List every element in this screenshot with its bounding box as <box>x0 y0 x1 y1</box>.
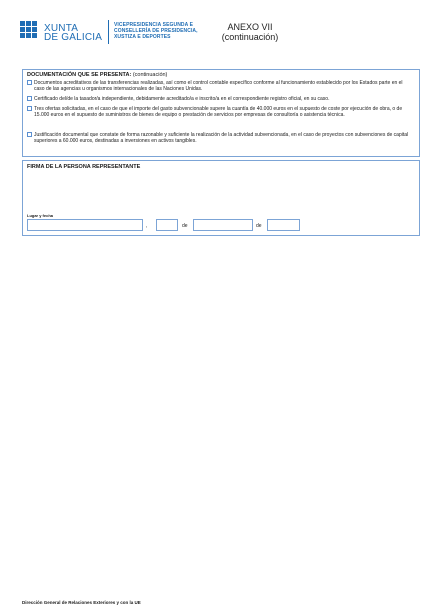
doc-item-appraiser <box>27 96 413 102</box>
doc-item-text: Certificado del/de la tasador/a independiente, debidamente acreditado/a e inscrito/a en el correspondiente registro oficial, en su caso. <box>34 96 330 102</box>
place-date-label: Lugar y fecha <box>27 213 54 218</box>
annex-heading <box>216 22 284 42</box>
logo-line-2: DE GALICIA <box>44 32 103 43</box>
doc-item-text: Justificación documental que constate de forma razonable y suficiente la realización de la actividad subvencionada, en el caso de proyectos con subvenciones de capital superiores a 60.000 euros, destinadas a inversiones en activos tangibles. <box>34 132 409 144</box>
documentation-title-text: DOCUMENTACIÓN QUE SE PRESENTA: <box>27 72 132 78</box>
signature-section <box>22 160 420 236</box>
doc-item-justification <box>27 132 413 144</box>
de-separator-1: de <box>182 223 188 229</box>
comma-separator: , <box>146 223 148 229</box>
xunta-emblem-icon <box>20 21 40 45</box>
logo-divider <box>108 20 109 44</box>
doc-checkbox-offers[interactable] <box>27 106 32 111</box>
annex-title: ANEXO VII <box>227 22 273 32</box>
department-name <box>114 22 198 40</box>
doc-item-text: Documentos acreditativos de las transferencias realizadas, así como el control contable específico conforme al funcionamiento establecido por los Estados parte en el caso de las agencias u organismos internacionales de las Naciones Unidas. <box>34 80 403 92</box>
doc-item-text: Tres ofertas solicitadas, en el caso de que el importe del gasto subvencionable supere la cuantía de 40.000 euros en el supuesto de coste por ejecución de obra, o de 15.000 euros en el supuesto de suministros de bienes de equipo o prestación de servicios por empresas de consultoría o asistencia técnica. <box>34 106 403 118</box>
year-field[interactable] <box>267 219 300 231</box>
department-line-2: CONSELLERÍA DE PRESIDENCIA, <box>114 28 198 34</box>
doc-checkbox-appraiser[interactable] <box>27 96 32 101</box>
signature-title: FIRMA DE LA PERSONA REPRESENTANTE <box>27 164 141 170</box>
department-line-3: XUSTIZA E DEPORTES <box>114 34 171 40</box>
month-field[interactable] <box>193 219 253 231</box>
footer-text: Dirección General de Relaciones Exteriores y con la UE <box>22 600 141 605</box>
page-header <box>20 18 420 54</box>
doc-checkbox-justification[interactable] <box>27 132 32 137</box>
logo-line-1: XUNTA <box>44 23 79 34</box>
department-line-1: VICEPRESIDENCIA SEGUNDA E <box>114 22 194 28</box>
place-field[interactable] <box>27 219 143 231</box>
documentation-title-suffix: (continuación) <box>132 72 168 78</box>
doc-checkbox-transfers[interactable] <box>27 80 32 85</box>
documentation-section <box>22 69 420 157</box>
annex-subtitle: (continuación) <box>221 32 279 42</box>
doc-item-transfers <box>27 80 413 92</box>
day-field[interactable] <box>156 219 178 231</box>
logo-wordmark <box>44 24 102 42</box>
doc-item-offers <box>27 106 413 118</box>
documentation-title <box>27 72 167 78</box>
de-separator-2: de <box>256 223 262 229</box>
